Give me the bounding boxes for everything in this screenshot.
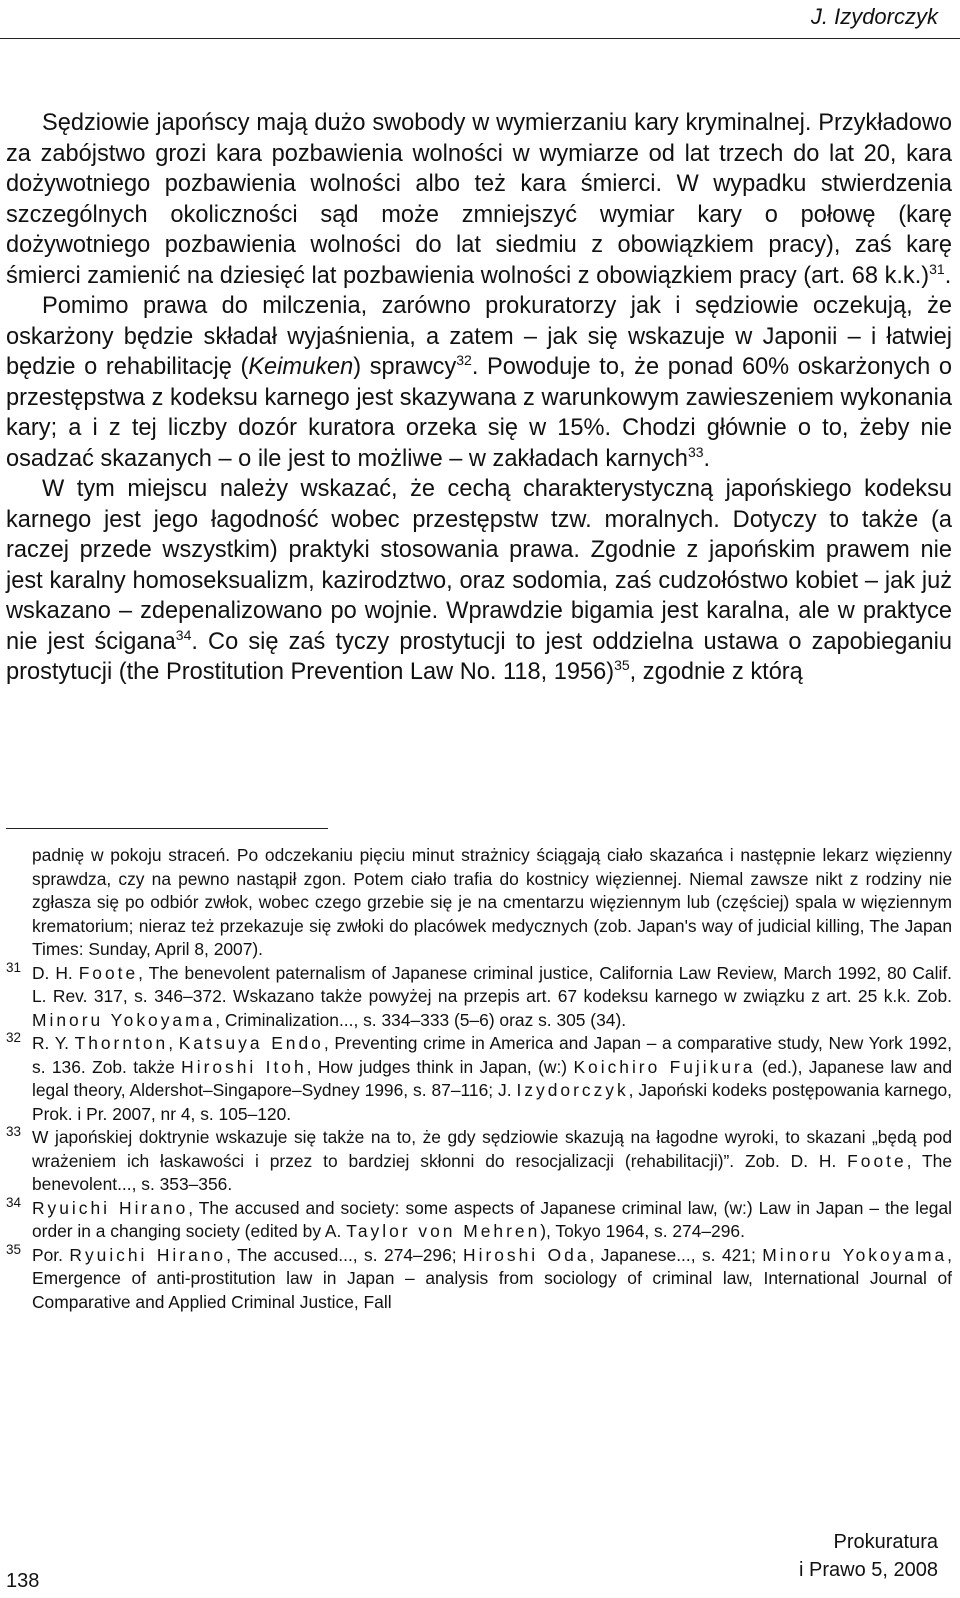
journal-name: Prokuratura [833,1531,938,1553]
footnote-ref-33: 33 [687,443,704,460]
author-name: Izydorczyk [516,1080,629,1100]
paragraph-2: Pomimo prawa do milczenia, zarówno prokuratorzy jak i sędziowie oczekują, że oskarżony będzie składał wyjaśnienia, a zatem – jak się wskazuje w Japonii – i łatwiej będzie o rehabilitację (Keimuken) sprawcy$^{32}$. Powoduje to, że ponad 60% oskarżonych o przestępstwa z kodeksu karnego jest skazywana z warunkowym zawieszeniem wykonania kary; a i z tej liczby dozór kuratora orzeka się w 15%. Chodzi głównie o to, żeby nie osadzać skazanych – o ile jest to możliwe – w zakładach karnych$^{33}$. [6,293,953,472]
footnote-34: 34 Ryuichi Hirano, The accused and society: some aspects of Japanese criminal law, (w:) Law in Japan – the legal order in a changing society (edited by A. Taylor von Mehren), Tokyo 1964, s. 274–296. [6,1197,952,1244]
footnote-ref-34: 34 [175,626,192,643]
author-name: Ryuichi Hirano [69,1244,227,1265]
footnote-ref-32: 32 [456,352,472,368]
footnote-number: 33 [6,1124,22,1139]
footnote-number: 32 [6,1030,22,1045]
header-rule [0,38,960,39]
footnote-number: 35 [6,1241,22,1257]
author-name: Minoru Yokoyama [762,1244,948,1265]
page-number: 138 [6,1570,40,1592]
footnote-continuation: padnię w pokoju straceń. Po odczekaniu pięciu minut strażnicy ściągają ciało skazańca i następnie lekarz więzienny sprawdza, czy na pewno nastąpił zgon. Potem ciało trafia do kostnicy więziennej. Niemal zawsze nikt z rodziny nie zgłasza się po odbiór zwłok, wobec czego grzebie się je na cmentarzu więziennym lub (częściej) spala w więziennym krematorium; nieraz też przekazuje się zwłoki do placówek medycznych (zob. Japan's way of judicial killing, The Japan Times: Sunday, April 8, 2007). [32,845,952,959]
footnotes [6,844,952,1314]
author-name: Katsuya Endo [178,1033,324,1053]
author-name: Foote [847,1150,907,1171]
footnote-ref-35: 35 [614,657,630,673]
author-name: Koichiro Fujikura [573,1056,756,1077]
footnote-32: 32 R. Y. Thornton, Katsuya Endo, Preventing crime in America and Japan – a comparative study, New York 1992, s. 136. Zob. także Hiroshi Itoh, How judges think in Japan, (w:) Koichiro Fujikura (ed.), Japanese law and legal theory, Aldershot–Singapore–Sydney 1996, s. 87–116; J. Izydorczyk, Japoński kodeks postępowania karnego, Prok. i Pr. 2007, nr 4, s. 105–120. [6,1032,952,1126]
paragraph-1: Sędziowie japońscy mają dużo swobody w wymierzaniu kary kryminalnej. Przykładowo za zabójstwo grozi kara pozbawienia wolności w wymiarze od lat trzech do lat 20, kara dożywotniego pozbawienia wolności albo też kara śmierci. W wypadku stwierdzenia szczególnych okoliczności sąd może zmniejszyć wymiar kary o połowę (karę dożywotniego pozbawienia wolności do lat siedmiu z obowiązkiem pracy), zaś karę śmierci zamienić na dziesięć lat pozbawienia wolności z obowiązkiem pracy (art. 68 k.k.)$^{31}$. [6,110,952,289]
author-name: Ryuichi Hirano [32,1197,189,1218]
footnote-ref-31: 31 [929,260,945,277]
journal-footer [799,1528,938,1584]
footnote-31: 31 D. H. Foote, The benevolent paternalism of Japanese criminal justice, California Law Review, March 1992, 80 Calif. L. Rev. 317, s. 346–372. Wskazano także powyżej na przepis art. 67 kodeksu karnego w związku z art. 25 k.k. Zob. Minoru Yokoyama, Criminalization..., s. 334–333 (5–6) oraz s. 305 (34). [6,962,952,1033]
footnote-number: 31 [6,959,22,975]
author-name: Thornton [74,1033,169,1053]
author-name: Minoru Yokoyama [32,1009,216,1030]
paragraph-3: W tym miejscu należy wskazać, że cechą charakterystyczną japońskiego kodeksu karnego jest jego łagodność wobec przestępstw tzw. moralnych. Dotyczy to także (a raczej przede wszystkim) praktyki stosowania prawa. Zgodnie z japońskim prawem nie jest karalny homoseksualizm, kazirodztwo, oraz sodomia, zaś cudzołóstwo kobiet – jak już wskazano – zdepenalizowano po wojnie. Wprawdzie bigamia jest karalna, ale w praktyce nie jest ścigana$^{34}$. Co się zaś tyczy prostytucji to jest oddzielna ustawa o zapobieganiu prostytucji (the Prostitution Prevention Law No. 118, 1956)$^{35}$, zgodnie z którą [6,476,952,685]
footnote-number: 34 [6,1194,22,1210]
author-name: Foote [78,962,139,983]
author-name: Hiroshi Itoh [181,1056,307,1077]
footnote-33: 33 W japońskiej doktrynie wskazuje się także na to, że gdy sędziowie skazują na łagodne wyroki, to skazani „będą pod wrażeniem ich łaskawości i przez to bardziej skłonni do resocjalizacji (rehabilitacji)”. Zob. D. H. Foote, The benevolent..., s. 353–356. [6,1126,952,1197]
main-text [6,108,952,688]
journal-issue: i Prawo 5, 2008 [799,1559,938,1581]
footnote-separator [6,828,328,829]
footnote-35: 35 Por. Ryuichi Hirano, The accused..., s. 274–296; Hiroshi Oda, Japanese..., s. 421; Minoru Yokoyama, Emergence of anti-prostitution law in Japan – analysis from sociology of criminal law, International Journal of Comparative and Applied Criminal Justice, Fall [6,1244,952,1315]
running-header-author: J. Izydorczyk [810,4,938,29]
author-name: Taylor von Mehren [346,1221,541,1241]
term-keimuken: Keimuken [248,354,354,380]
author-name: Hiroshi Oda [463,1244,590,1265]
